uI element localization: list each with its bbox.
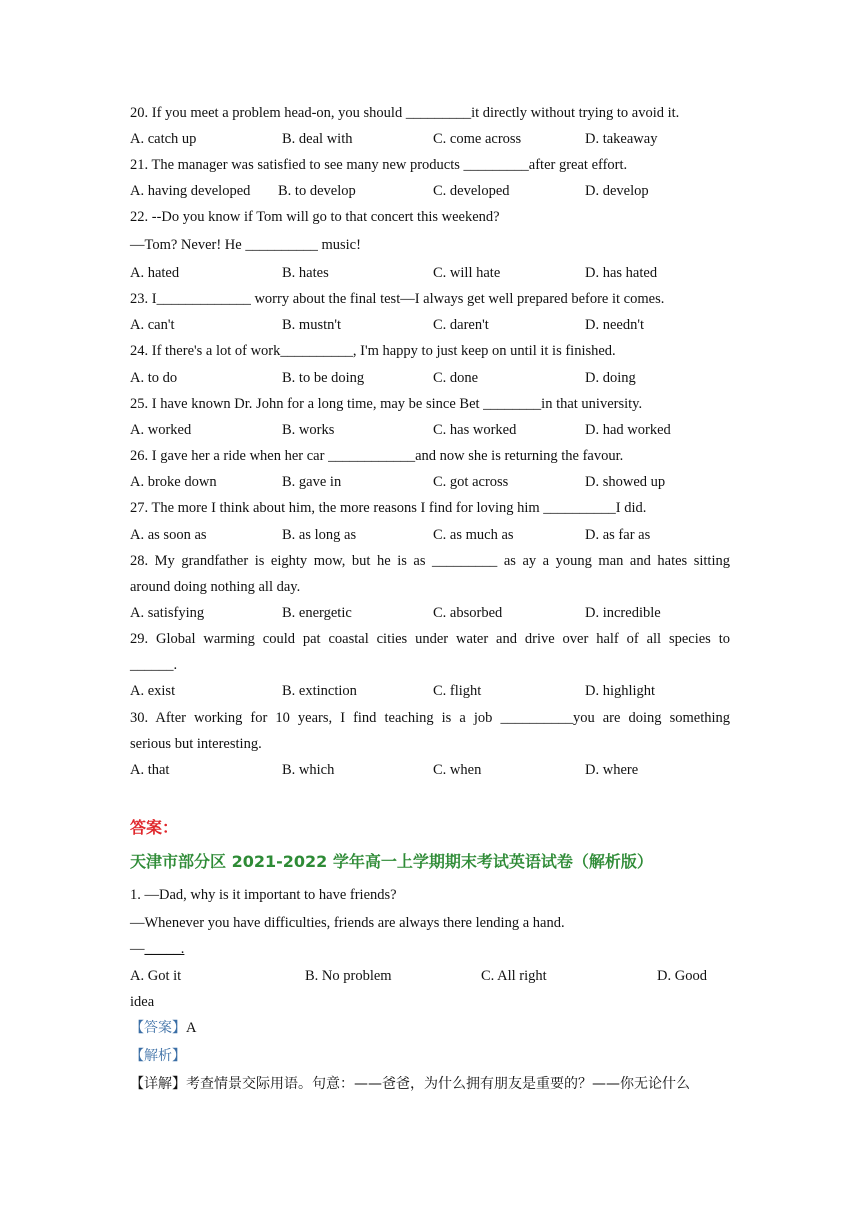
- option-c: C. done: [433, 370, 479, 386]
- question-26-stem: 26. I gave her a ride when her car ____________and now she is returning the favour.: [130, 448, 624, 464]
- option-a: A. catch up: [130, 131, 197, 147]
- answer-label: 【答案】: [130, 1020, 186, 1036]
- answers-heading: 答案：: [130, 818, 179, 837]
- option-c: C. absorbed: [433, 605, 503, 621]
- option-d: D. incredible: [585, 605, 661, 621]
- option-a: A. exist: [130, 683, 176, 699]
- option-b: B. extinction: [282, 683, 357, 699]
- option-b: B. as long as: [282, 527, 357, 543]
- detail-row: [130, 1074, 730, 1094]
- answer-value: A: [186, 1020, 197, 1036]
- answer-row: [130, 1018, 730, 1038]
- option-c: C. when: [433, 762, 482, 778]
- option-c: C. flight: [433, 683, 482, 699]
- question-29-stem: 29. Global warming could pat coastal cities under water and drive over half of all species to: [130, 631, 730, 647]
- option-c: C. developed: [433, 183, 510, 199]
- option-d: D. doing: [585, 370, 636, 386]
- question-20-stem: 20. If you meet a problem head-on, you should _________it directly without trying to avoid it.: [130, 105, 680, 121]
- question-30-stem: 30. After working for 10 years, I find teaching is a job __________you are doing something: [130, 710, 730, 726]
- option-d: D. has hated: [585, 265, 658, 281]
- option-c: C. daren't: [433, 317, 489, 333]
- paper-title: 天津市部分区 2021-2022 学年高一上学期期末考试英语试卷（解析版）: [130, 852, 653, 871]
- option-d: D. Good: [657, 968, 707, 984]
- option-b: B. mustn't: [282, 317, 342, 333]
- question-21-stem: 21. The manager was satisfied to see many new products _________after great effort.: [130, 157, 628, 173]
- option-d: D. where: [585, 762, 639, 778]
- question-30-stem-line2: serious but interesting.: [130, 736, 262, 752]
- option-b: B. hates: [282, 265, 329, 281]
- option-a: A. that: [130, 762, 170, 778]
- option-b: B. deal with: [282, 131, 353, 147]
- analysis-label: 【解析】: [130, 1048, 186, 1064]
- option-d-wrap: idea: [130, 994, 155, 1010]
- analysis-row: [130, 1046, 730, 1066]
- detail-text: 考查情景交际用语。句意：——爸爸，为什么拥有朋友是重要的？——你无论什么: [186, 1076, 690, 1092]
- question-29-stem-line2: ______.: [130, 657, 178, 673]
- question-28-stem-line2: around doing nothing all day.: [130, 579, 301, 595]
- option-c: C. All right: [481, 968, 547, 984]
- question-22-stem-line2: —Tom? Never! He __________ music!: [130, 237, 361, 253]
- option-b: B. to be doing: [282, 370, 365, 386]
- blank: _____.: [144, 941, 185, 957]
- option-d: D. showed up: [585, 474, 666, 490]
- option-a: A. hated: [130, 265, 180, 281]
- dash: —: [130, 941, 145, 957]
- question-22-stem: 22. --Do you know if Tom will go to that concert this weekend?: [130, 209, 500, 225]
- option-a: A. satisfying: [130, 605, 205, 621]
- option-d: D. needn't: [585, 317, 644, 333]
- option-b: B. which: [282, 762, 335, 778]
- option-a: A. as soon as: [130, 527, 207, 543]
- detail-label: 【详解】: [130, 1076, 186, 1092]
- option-b: B. works: [282, 422, 335, 438]
- option-c: C. will hate: [433, 265, 501, 281]
- question-24-stem: 24. If there's a lot of work__________, I'm happy to just keep on until it is finished.: [130, 343, 616, 359]
- option-b: B. gave in: [282, 474, 342, 490]
- option-b: B. energetic: [282, 605, 352, 621]
- question-25-stem: 25. I have known Dr. John for a long time, may be since Bet ________in that university.: [130, 396, 643, 412]
- option-a: A. worked: [130, 422, 192, 438]
- option-a: A. having developed: [130, 183, 251, 199]
- option-a: A. broke down: [130, 474, 217, 490]
- option-a: A. Got it: [130, 968, 182, 984]
- option-a: A. to do: [130, 370, 178, 386]
- answer-q1-stem: 1. —Dad, why is it important to have friends?: [130, 887, 397, 903]
- option-d: D. as far as: [585, 527, 651, 543]
- question-23-stem: 23. I_____________ worry about the final test—I always get well prepared before it comes.: [130, 291, 665, 307]
- option-d: D. takeaway: [585, 131, 658, 147]
- option-c: C. has worked: [433, 422, 517, 438]
- option-a: A. can't: [130, 317, 175, 333]
- answer-q1-line2: —Whenever you have difficulties, friends are always there lending a hand.: [130, 915, 565, 931]
- question-28-stem: 28. My grandfather is eighty mow, but he is as _________ as ay a young man and hates sitting: [130, 553, 730, 569]
- question-27-stem: 27. The more I think about him, the more reasons I find for loving him __________I did.: [130, 500, 647, 516]
- option-d: D. highlight: [585, 683, 656, 699]
- answer-q1-line3: [130, 939, 730, 959]
- option-b: B. to develop: [278, 183, 356, 199]
- option-c: C. got across: [433, 474, 509, 490]
- option-b: B. No problem: [305, 968, 392, 984]
- option-c: C. as much as: [433, 527, 514, 543]
- option-d: D. had worked: [585, 422, 671, 438]
- option-d: D. develop: [585, 183, 649, 199]
- option-c: C. come across: [433, 131, 522, 147]
